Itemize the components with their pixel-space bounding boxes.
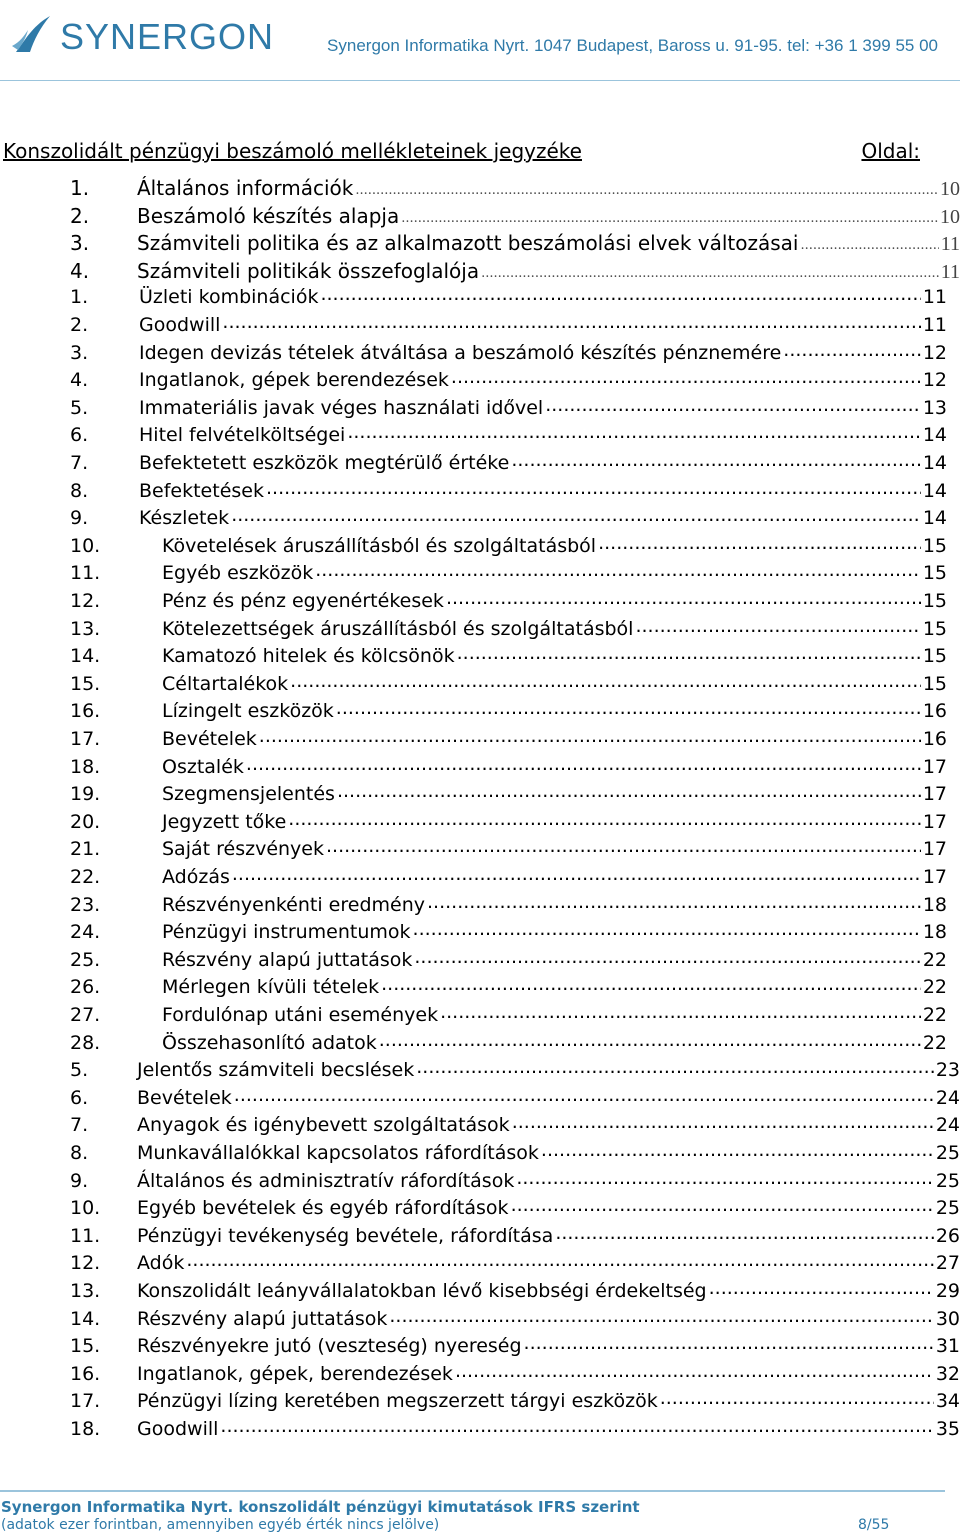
toc-entry-page: 25 [935,1169,960,1192]
toc-entry-page: 22 [922,1031,947,1054]
toc-entry-page: 13 [922,396,947,419]
toc-leader-dots [246,753,921,775]
toc-entry[interactable] [70,590,947,617]
toc-entry-label: Általános információk [137,176,354,200]
toc-entry-number: 8. [70,479,89,502]
toc-entry-number: 13. [70,1280,101,1302]
toc-entry-page: 17 [922,866,947,888]
header-divider [0,80,960,81]
toc-entry-number: 25. [70,948,101,971]
toc-entry-label: Goodwill [137,1418,219,1440]
toc-entry-label: Ingatlanok, gépek, berendezések [137,1362,453,1385]
toc-leader-dots [220,1415,933,1437]
toc-entry-page: 27 [935,1252,960,1275]
toc-entry-page: 17 [922,810,947,833]
toc-entry[interactable] [70,1142,960,1169]
toc-entry-page: 10 [940,178,960,200]
toc-leader-dots [320,283,920,305]
toc-entry[interactable] [70,645,947,672]
toc-entry-label: Összehasonlító adatok [162,1031,377,1054]
toc-entry-page: 29 [935,1280,960,1302]
toc-entry-number: 5. [70,1059,89,1082]
toc-entry-page: 22 [922,976,947,999]
toc-entry[interactable] [70,314,947,341]
toc-entry-label: Munkavállalókkal kapcsolatos ráfordítások [137,1142,539,1164]
toc-heading [3,139,920,169]
toc-entry[interactable] [70,452,947,479]
toc-entry-page: 14 [922,452,947,474]
toc-entry-number: 1. [70,176,90,200]
toc-entry-number: 27. [70,1004,101,1026]
toc-entry[interactable] [70,231,960,258]
toc-leader-dots [660,1387,934,1409]
toc-entry-page: 17 [922,755,947,778]
toc-leader-dots [381,973,921,995]
toc-entry[interactable] [70,866,947,893]
toc-entry-label: Részvényenkénti eredmény [162,893,426,916]
logo-text: SYNERGON [60,16,275,57]
toc-entry-label: Lízingelt eszközök [162,700,334,723]
toc-entry-page: 11 [940,233,960,256]
toc-entry-page: 24 [935,1086,960,1109]
toc-entry-label: Számviteli politikák összefoglalója [137,258,480,283]
toc-entry-label: Részvény alapú juttatások [137,1307,388,1330]
toc-leader-dots [800,238,938,253]
toc-entry[interactable] [70,949,947,976]
toc-entry-label: Fordulónap utáni események [162,1004,439,1026]
toc-leader-dots [234,1084,934,1106]
toc-entry-label: Goodwill [139,314,221,336]
toc-leader-dots [290,670,921,692]
toc-entry-label: Bevételek [137,1086,232,1109]
toc-entry-page: 25 [935,1197,960,1220]
toc-entry[interactable] [70,783,947,810]
toc-entry[interactable] [70,673,947,700]
toc-leader-dots [635,615,920,637]
toc-leader-dots [440,1001,921,1023]
synergon-logo [10,12,275,58]
toc-entry[interactable] [70,1032,947,1059]
footer-divider [0,1490,945,1492]
footer-title: Synergon Informatika Nyrt. konszolidált pénzügyi kimutatások IFRS szerint [1,1498,640,1516]
toc-entry-label: Pénzügyi tevékenység bevétele, ráfordítása [137,1224,554,1247]
toc-title: Konszolidált pénzügyi beszámoló mellékleteinek jegyzéke [3,139,582,163]
toc-entry-label: Üzleti kombinációk [139,286,319,309]
toc-entry-page: 16 [922,728,947,750]
toc-entry-label: Pénz és pénz egyenértékesek [162,590,444,612]
toc-entry-number: 10. [70,534,101,557]
toc-entry-label: Kamatozó hitelek és kölcsönök [162,645,455,668]
toc-leader-dots [416,1056,934,1078]
toc-entry-number: 14. [70,1307,101,1330]
toc-leader-dots [186,1249,933,1271]
toc-entry-number: 26. [70,976,101,999]
toc-entry[interactable] [70,1418,960,1445]
toc-leader-dots [414,946,920,968]
toc-entry-page: 17 [922,783,947,806]
synergon-logo-mark-icon [10,12,58,56]
toc-entry[interactable] [70,1170,960,1197]
toc-entry-label: Jegyzett tőke [162,810,287,833]
toc-entry-page: 15 [922,562,947,585]
toc-entry-label: Hitel felvételköltségei [139,424,346,447]
toc-entry-page: 11 [922,286,947,309]
toc-entry-page: 16 [922,700,947,723]
toc-entry-label: Ingatlanok, gépek berendezések [139,369,449,392]
toc-leader-dots [455,1360,934,1382]
toc-entry[interactable] [70,1059,960,1086]
toc-entry-number: 6. [70,424,89,447]
toc-entry-label: Egyéb bevételek és egyéb ráfordítások [137,1197,509,1220]
toc-entry-page: 34 [935,1390,960,1413]
toc-entry-number: 3. [70,231,90,256]
toc-entry-number: 18. [70,1418,101,1440]
toc-leader-dots [541,1139,934,1161]
toc-entry-number: 21. [70,838,101,861]
toc-entry-number: 15. [70,1335,101,1358]
toc-entry[interactable] [70,1114,960,1141]
toc-entry-page: 14 [922,424,947,447]
toc-leader-dots [326,835,921,857]
toc-entry-page: 18 [922,893,947,916]
toc-entry-number: 15. [70,672,101,695]
toc-entry[interactable] [70,894,947,921]
toc-entry[interactable] [70,618,947,645]
toc-entry-page: 25 [935,1142,960,1164]
toc-entry-label: Saját részvények [162,838,324,861]
toc-entry[interactable] [70,976,947,1003]
toc-entry[interactable] [70,1087,960,1114]
toc-leader-dots [451,366,921,388]
toc-leader-dots [259,725,921,747]
toc-entry[interactable] [70,342,947,369]
toc-entry-page: 15 [922,590,947,612]
toc-entry[interactable] [70,286,947,313]
toc-leader-dots [512,1111,934,1133]
footer-note: (adatok ezer forintban, amennyiben egyéb érték nincs jelölve) [1,1517,440,1533]
toc-entry-number: 18. [70,755,101,778]
toc-entry-page: 24 [935,1114,960,1137]
toc-entry-page: 11 [940,260,960,283]
toc-entry[interactable] [70,480,947,507]
toc-entry[interactable] [70,756,947,783]
toc-entry[interactable] [70,535,947,562]
toc-entry[interactable] [70,1335,960,1362]
toc-entry-number: 17. [70,1390,101,1413]
toc-entry-label: Adózás [162,866,230,888]
toc-entry[interactable] [70,369,947,396]
toc-entry-number: 14. [70,645,101,668]
toc-leader-dots [511,1194,934,1216]
toc-entry-page: 14 [922,479,947,502]
toc-entry-label: Anyagok és igénybevett szolgáltatások [137,1114,510,1137]
toc-entry-number: 10. [70,1197,101,1220]
toc-entry[interactable] [70,507,947,534]
toc-entry-number: 2. [70,314,89,336]
toc-entry-page: 11 [922,314,947,336]
toc-entry-number: 24. [70,921,101,944]
toc-leader-dots [288,808,921,830]
toc-entry-page: 12 [922,341,947,364]
toc-entry-number: 17. [70,728,101,750]
toc-leader-dots [222,311,920,333]
toc-entry-label: Pénzügyi lízing keretében megszerzett tárgyi eszközök [137,1390,658,1413]
toc-entry-page: 12 [922,369,947,392]
toc-leader-dots [457,642,921,664]
toc-entry[interactable] [70,921,947,948]
toc-entry[interactable] [70,204,960,231]
toc-entry-number: 4. [70,369,89,392]
toc-entry-label: Részvény alapú juttatások [162,948,413,971]
toc-leader-dots [413,918,921,940]
toc-entry-label: Befektetések [139,479,264,502]
toc-entry-number: 1. [70,286,89,309]
toc-entry-label: Követelések áruszállításból és szolgáltatásból [162,534,597,557]
toc-entry-label: Osztalék [162,755,244,778]
toc-leader-dots [401,211,938,226]
toc-entry-number: 2. [70,203,90,228]
toc-entry[interactable] [70,1252,960,1279]
toc-entry[interactable] [70,811,947,838]
toc-entry-page: 17 [922,838,947,861]
toc-entry-number: 13. [70,617,101,640]
toc-entry[interactable] [70,1197,960,1224]
toc-leader-dots [315,559,921,581]
toc-leader-dots [232,863,921,885]
toc-leader-dots [337,780,921,802]
toc-entry[interactable] [70,397,947,424]
toc-entry-label: Készletek [139,507,230,530]
toc-entry-page: 23 [935,1059,960,1082]
toc-entry-page: 22 [922,948,947,971]
toc-entry-label: Beszámoló készítés alapja [137,203,400,228]
toc-entry-page: 22 [922,1004,947,1026]
toc-entry-label: Konszolidált leányvállalatokban lévő kisebbségi érdekeltség [137,1280,707,1302]
toc-entry-page: 14 [922,507,947,530]
toc-entry[interactable] [70,259,960,286]
toc-leader-dots [355,183,938,198]
toc-entry-page: 18 [922,921,947,944]
toc-entry-page: 31 [935,1335,960,1358]
toc-entry-number: 12. [70,1252,101,1275]
toc-leader-dots [427,891,921,913]
toc-leader-dots [336,697,921,719]
toc-leader-dots [598,532,921,554]
toc-entry-number: 5. [70,396,89,419]
toc-entry-number: 23. [70,893,101,916]
toc-entry[interactable] [70,176,960,203]
toc-entry[interactable] [70,1390,960,1417]
toc-leader-dots [266,477,921,499]
toc-entry-number: 4. [70,258,90,283]
company-contact-line: Synergon Informatika Nyrt. 1047 Budapest, Baross u. 91-95. tel: +36 1 399 55 00 [327,36,938,55]
toc-entry[interactable] [70,1280,960,1307]
toc-entry-label: Idegen devizás tételek átváltása a beszámoló készítés pénznemére [139,341,782,364]
toc-leader-dots [555,1222,934,1244]
toc-entry-label: Egyéb eszközök [162,562,314,585]
toc-entry-page: 35 [935,1418,960,1440]
toc-leader-dots [446,587,921,609]
toc-leader-dots [524,1332,934,1354]
toc-entry-label: Céltartalékok [162,672,289,695]
toc-entry-number: 3. [70,341,89,364]
toc-entry-label: Befektetett eszközök megtérülő értéke [139,452,510,474]
toc-entry[interactable] [70,838,947,865]
toc-entry-number: 16. [70,700,101,723]
toc-entry[interactable] [70,700,947,727]
toc-entry-number: 19. [70,783,101,806]
toc-entry[interactable] [70,1308,960,1335]
toc-entry-label: Immateriális javak véges használati idővel [139,396,544,419]
toc-entry-page: 30 [935,1307,960,1330]
toc-entry[interactable] [70,728,947,755]
toc-entry-number: 9. [70,1169,89,1192]
toc-entry-number: 9. [70,507,89,530]
page-header [0,0,960,80]
toc-leader-dots [545,394,921,416]
toc-entry-label: Kötelezettségek áruszállításból és szolgáltatásból [162,617,634,640]
toc-entry-number: 22. [70,866,101,888]
toc-entry-label: Általános és adminisztratív ráfordítások [137,1169,515,1192]
toc-entry-label: Mérlegen kívüli tételek [162,976,380,999]
toc-entry-number: 6. [70,1086,89,1109]
toc-entry-label: Pénzügyi instrumentumok [162,921,411,944]
toc-entry-number: 7. [70,1114,89,1137]
toc-entry-label: Jelentős számviteli becslések [137,1059,415,1082]
toc-entry[interactable] [70,424,947,451]
toc-entry-label: Szegmensjelentés [162,783,335,806]
toc-leader-dots [783,339,921,361]
toc-entry[interactable] [70,562,947,589]
toc-leader-dots [389,1305,933,1327]
toc-entry-label: Számviteli politika és az alkalmazott beszámolási elvek változásai [137,231,799,256]
toc-entry[interactable] [70,1363,960,1390]
toc-entry[interactable] [70,1225,960,1252]
toc-leader-dots [231,504,921,526]
toc-entry-page: 15 [922,617,947,640]
toc-leader-dots [481,266,939,281]
toc-entry-page: 15 [922,672,947,695]
toc-leader-dots [709,1277,934,1299]
toc-entry-number: 12. [70,590,101,612]
page-number: 8/55 [858,1517,890,1533]
toc-entry-page: 32 [935,1362,960,1385]
toc-leader-dots [516,1167,933,1189]
toc-entry-number: 28. [70,1031,101,1054]
toc-entry-number: 20. [70,810,101,833]
toc-entry-page: 10 [940,205,960,228]
toc-page-column-label: Oldal: [861,139,920,163]
toc-entry-label: Bevételek [162,728,257,750]
toc-entry-number: 11. [70,562,101,585]
toc-entry[interactable] [70,1004,947,1031]
toc-leader-dots [511,449,920,471]
toc-leader-dots [379,1029,921,1051]
toc-entry-number: 16. [70,1362,101,1385]
toc-entry-page: 26 [935,1224,960,1247]
toc-leader-dots [347,421,920,443]
toc-entry-label: Részvényekre jutó (veszteség) nyereség [137,1335,522,1358]
toc-entry-label: Adók [137,1252,185,1275]
toc-entry-page: 15 [922,645,947,668]
toc-entry-number: 11. [70,1224,101,1247]
toc-entry-number: 7. [70,452,89,474]
toc-entry-page: 15 [922,534,947,557]
toc-entry-number: 8. [70,1142,89,1164]
